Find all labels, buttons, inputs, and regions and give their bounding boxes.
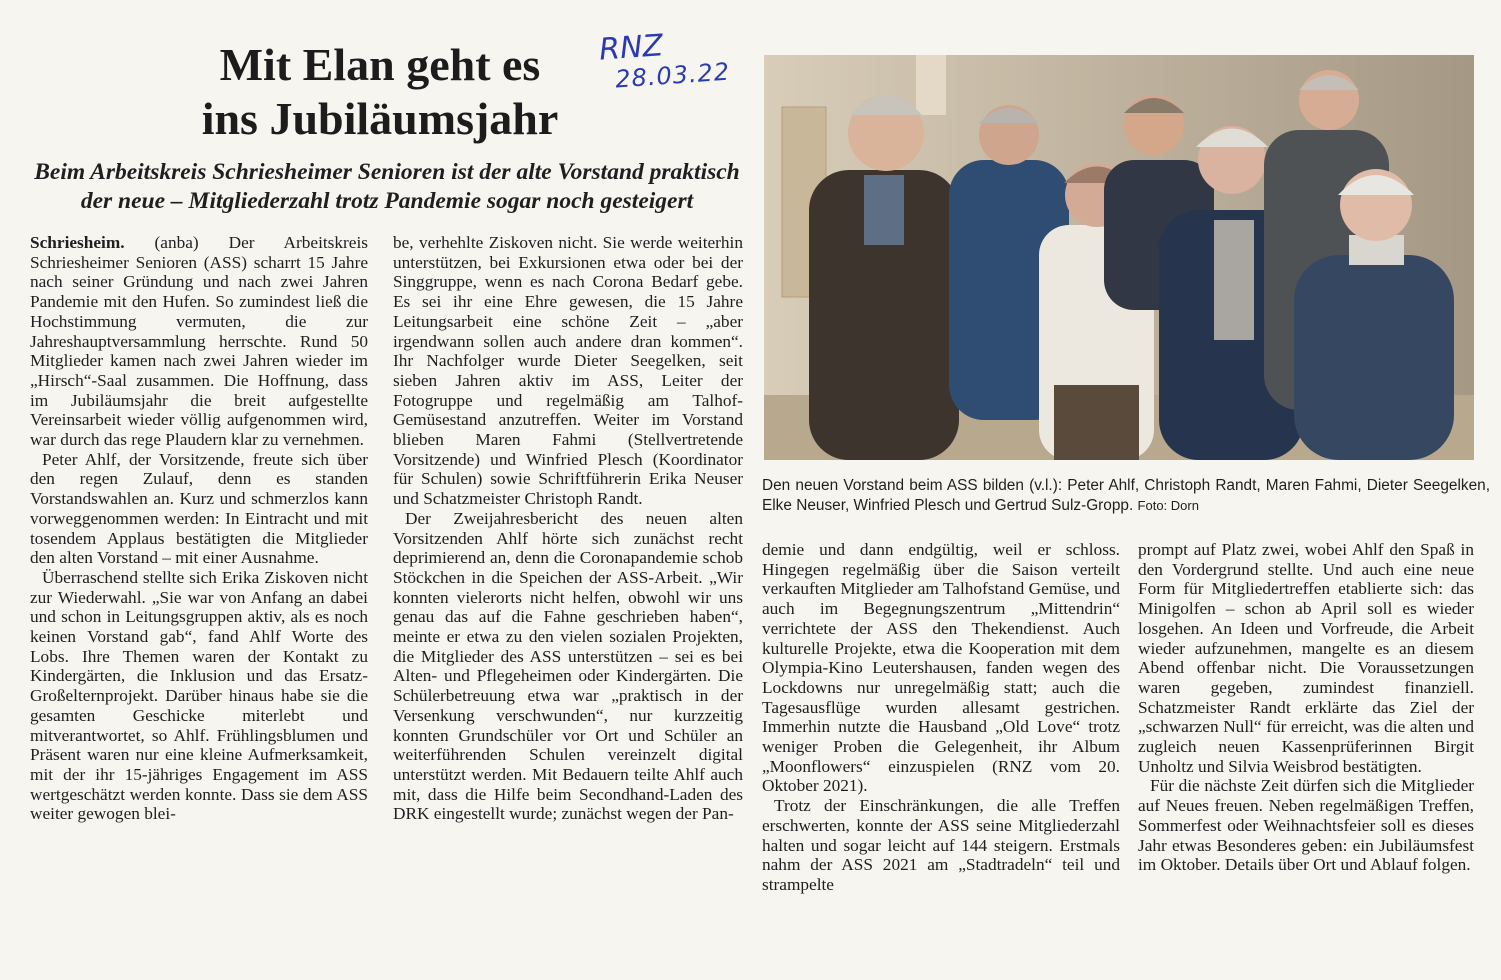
photo-credit: Foto: Dorn (1137, 498, 1199, 513)
subheadline-line-2: der neue – Mitgliederzahl trotz Pandemie sogar noch gesteigert (80, 188, 694, 214)
paragraph (30, 233, 368, 450)
paragraph-text: (anba) Der Arbeitskreis Schriesheimer Senioren (ASS) scharrt 15 Jahre nach seiner Gründung und nach zwei Jahren Pandemie mit den Hufen. So zumindest ließ die Hochstimmung vermuten, die zur Jahreshauptversammlung herrschte. Rund 50 Mitglieder kamen nach zwei Jahren wieder im „Hirsch“-Saal zusammen. Die Hoffnung, dass im Jubiläumsjahr die breit aufgestellte Vereinsarbeit wieder völlig aufgenommen wird, war durch das rege Plaudern klar zu vernehmen. (30, 233, 368, 450)
paragraph: Peter Ahlf, der Vorsitzende, freute sich über den regen Zulauf, denn es standen Vorstandswahlen an. Kurz und schmerzlos kann vorweggenommen werden: In Eintracht und mit tosendem Applaus bestätigten die Mitglieder den alten Vorstand – mit einer Ausnahme. (30, 449, 368, 568)
article-column-2 (393, 233, 743, 824)
paragraph: Überraschend stellte sich Erika Ziskoven nicht zur Wiederwahl. „Sie war von Anfang an dabei und schon in Leitungsgruppen aktiv, als es noch keinen Vorstand gab“, fand Ahlf Worte des Lobs. Ihre Themen waren der Kontakt zu Kindergärten, die Inklusion und das Ersatz-Großelternprojekt. Darüber hinaus habe sie die gesamten Geschicke miterlebt und mitverantwortet, so Ahlf. Frühlingsblumen und Präsent waren nur eine kleine Aufmerksamkeit, mit der ihr 15-jähriges Engagement im ASS wertgeschätzt werden konnte. Dass sie dem ASS weiter gewogen blei- (30, 567, 368, 824)
headline-line-2: ins Jubiläumsjahr (201, 93, 559, 144)
group-photo-image (764, 55, 1474, 460)
subheadline (20, 158, 754, 216)
subheadline-line-1: Beim Arbeitskreis Schriesheimer Senioren ist der alte Vorstand praktisch (34, 159, 740, 185)
handwritten-source: RNZ (598, 28, 665, 68)
article-column-3 (762, 540, 1120, 895)
paragraph: Trotz der Einschränkungen, die alle Treffen erschwerten, konnte der ASS seine Mitgliederzahl halten und sogar leicht auf 144 steigern. Erstmals nahm der ASS 2021 am „Stadtradeln“ teil und strampelte (762, 796, 1120, 894)
paragraph: Für die nächste Zeit dürfen sich die Mitglieder auf Neues freuen. Neben regelmäßigen Treffen, Sommerfest oder Weihnachtsfeier soll es dieses Jahr etwas Besonderes geben: ein Jubiläumsfest im Oktober. Details über Ort und Ablauf folgen. (1138, 776, 1474, 875)
dateline: Schriesheim. (30, 233, 125, 252)
paragraph: prompt auf Platz zwei, wobei Ahlf den Spaß in den Vordergrund stellte. Und auch eine neue Form für Mitgliedertreffen etablierte sich: das Minigolfen – schon ab April soll es wieder losgehen. An Ideen und Vorfreude, die Arbeit wieder aufzunehmen, mangelte es an diesem Abend offenbar nicht. Die Voraussetzungen waren gegeben, zumindest finanziell. Schatzmeister Randt erklärte das Ziel der „schwarzen Null“ für erreicht, was die alten und zugleich neuen Kassenprüferinnen Birgit Unholtz und Silvia Weisbrod bestätigten. (1138, 540, 1474, 776)
headline-line-1: Mit Elan geht es (219, 39, 541, 90)
paragraph: Der Zweijahresbericht des neuen alten Vorsitzenden Ahlf hörte sich zunächst recht deprimierend an, denn die Coronapandemie schob Stöckchen in die Speichen der ASS-Arbeit. „Wir konnten vielerorts nicht helfen, obwohl wir uns genau das auf die Fahne geschrieben haben“, meinte er etwa zu den vielen sozialen Projekten, die Mitglieder des ASS unterstützen – sei es bei Alten- und Pflegeheimen oder Kindergärten. Die Schülerbetreuung etwa war „praktisch in der Versenkung verschwunden“, nur kurzzeitig konnten Grundschüler vor Ort und Schüler an weiterführenden Schulen vereinzelt digital unterstützt werden. Mit Bedauern teilte Ahlf auch mit, dass die Hilfe beim Secondhand-Laden des DRK eingestellt wurde; zunächst wegen der Pan- (393, 508, 743, 824)
article-column-4 (1138, 540, 1474, 875)
handwritten-date: 28.03.22 (614, 57, 731, 94)
headline (120, 38, 640, 146)
caption-text: Den neuen Vorstand beim ASS bilden (v.l.): Peter Ahlf, Christoph Randt, Maren Fahmi, Dieter Seegelken, Elke Neuser, Winfried Plesch und Gertrud Sulz-Gropp. (762, 477, 1490, 514)
paragraph: be, verhehlte Ziskoven nicht. Sie werde weiterhin unterstützen, bei Exkursionen etwa oder bei der Singgruppe, wenn es nach Corona Bedarf gebe. Es sei ihr eine Ehre gewesen, die 15 Jahre Leitungsarbeit eine schöne Zeit – „aber irgendwann sollen auch andere dran kommen“. Ihr Nachfolger wurde Dieter Seegelken, seit sieben Jahren aktiv im ASS, Leiter der Fotogruppe und regelmäßig am Talhof-Gemüsestand anzutreffen. Weiter im Vorstand blieben Maren Fahmi (Stellvertretende Vorsitzende) und Winfried Plesch (Koordinator für Schulen) sowie Schriftführerin Erika Neuser und Schatzmeister Christoph Randt. (393, 233, 743, 509)
article-column-1 (30, 233, 368, 824)
group-photo (764, 55, 1474, 460)
paragraph: demie und dann endgültig, weil er schloss. Hingegen regelmäßig über die Saison verteilt verkauften Mitglieder am Talhofstand Gemüse, und auch im Begegnungszentrum „Mittendrin“ verrichtete der ASS den Thekendienst. Auch kulturelle Projekte, etwa die Kooperation mit dem Olympia-Kino Leutershausen, fanden wegen des Lockdowns nur unregelmäßig statt; auch die Tagesausflüge wurden allesamt gestrichen. Immerhin nutzte die Hausband „Old Love“ trotz weniger Proben die Gelegenheit, ihr Album „Moonflowers“ einzuspielen (RNZ vom 20. Oktober 2021). (762, 540, 1120, 796)
photo-caption (762, 476, 1490, 516)
